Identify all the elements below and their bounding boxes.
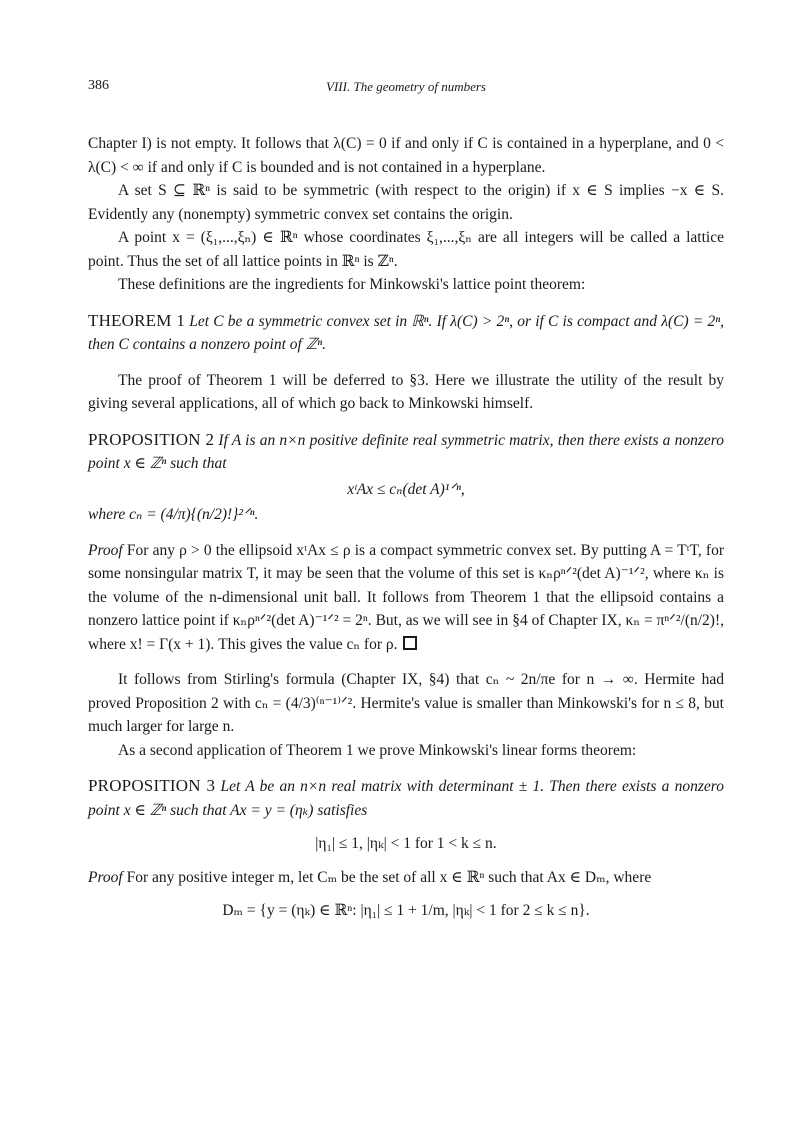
proposition-2-inequality: xᵗAx ≤ cₙ(det A)¹ᐟⁿ, bbox=[347, 480, 465, 498]
body-text bbox=[88, 132, 724, 925]
proposition-2-statement: If A is an n×n positive definite real symmetric matrix, then there exists a nonzero point x ∈ ℤⁿ such that bbox=[88, 431, 725, 472]
proposition-2-where: where cₙ = (4/π){(n/2)!}²ᐟⁿ. bbox=[88, 506, 259, 523]
proposition-3 bbox=[88, 774, 724, 822]
theorem-1-statement: Let C be a symmetric convex set in ℝⁿ. If λ(C) > 2ⁿ, or if C is compact and λ(C) = 2ⁿ, then C contains a nonzero point of ℤⁿ. bbox=[88, 312, 724, 353]
proposition-2-label: PROPOSITION 2 bbox=[88, 429, 215, 449]
paragraph-symmetric: A set S ⊆ ℝⁿ is said to be symmetric (with respect to the origin) if x ∈ S implies −x ∈ S. Evidently any (nonempty) symmetric convex set contains the origin. bbox=[88, 182, 724, 223]
proof-3-text: For any positive integer m, let Cₘ be the set of all x ∈ ℝⁿ such that Ax ∈ Dₘ, where bbox=[126, 868, 652, 886]
paragraph-proof-deferred: The proof of Theorem 1 will be deferred to §3. Here we illustrate the utility of the result by giving several applications, all of which go back to Minkowski himself. bbox=[88, 371, 724, 412]
paragraph-lattice-point: A point x = (ξ₁,...,ξₙ) ∈ ℝⁿ whose coordinates ξ₁,...,ξₙ are all integers will be called a lattice point. Thus the set of all lattice points in ℝⁿ is ℤⁿ. bbox=[88, 229, 724, 270]
proof-2-text: For any ρ > 0 the ellipsoid xᵗAx ≤ ρ is a compact symmetric convex set. By putting A = TᵗT, for some nonsingular matrix T, it may be seen that the volume of this set is κₙρⁿᐟ²(det A)⁻¹ᐟ², where κₙ is the volume of the n-dimensional unit ball. It follows from Theorem 1 that the ellipsoid contains a nonzero lattice point if κₙρⁿᐟ²(det A)⁻¹ᐟ² = 2ⁿ. But, as we will see in §4 of Chapter IX, κₙ = πⁿᐟ²/(n/2)!, where x! = Γ(x + 1). This gives the value cₙ for ρ. bbox=[88, 541, 724, 653]
theorem-1 bbox=[88, 309, 724, 357]
proof-2 bbox=[88, 539, 724, 657]
proof-2-label: Proof bbox=[88, 541, 123, 559]
running-head: VIII. The geometry of numbers bbox=[326, 79, 486, 94]
proposition-3-statement: Let A be an n×n real matrix with determinant ± 1. Then there exists a nonzero point x ∈ ℤⁿ such that Ax = y = (ηₖ) satisfies bbox=[88, 778, 725, 819]
proof-3-set-definition: Dₘ = {y = (ηₖ) ∈ ℝⁿ: |η₁| ≤ 1 + 1/m, |ηₖ| < 1 for 2 ≤ k ≤ n}. bbox=[222, 902, 590, 919]
theorem-1-label: THEOREM 1 bbox=[88, 310, 186, 330]
proposition-3-inequality: |η₁| ≤ 1, |ηₖ| < 1 for 1 < k ≤ n. bbox=[315, 835, 497, 852]
paragraph-second-application: As a second application of Theorem 1 we prove Minkowski's linear forms theorem: bbox=[118, 741, 637, 759]
page-number: 386 bbox=[88, 78, 109, 93]
qed-square-icon bbox=[403, 636, 417, 650]
paragraph-1: Chapter I) is not empty. It follows that λ(C) = 0 if and only if C is contained in a hyperplane, and 0 < λ(C) < ∞ if and only if C is bounded and is not contained in a hyperplane. bbox=[88, 135, 724, 176]
paragraph-stirling: It follows from Stirling's formula (Chapter IX, §4) that cₙ ~ 2n/πe for n → ∞. Hermite had proved Proposition 2 with cₙ = (4/3)⁽ⁿ⁻¹⁾ᐟ². Hermite's value is smaller than Minkowski's for n ≤ 8, but much larger for large n. bbox=[88, 671, 724, 735]
page-header bbox=[88, 78, 724, 98]
paragraph-definitions: These definitions are the ingredients for Minkowski's lattice point theorem: bbox=[118, 276, 586, 293]
proposition-3-label: PROPOSITION 3 bbox=[88, 776, 216, 795]
proof-3 bbox=[88, 866, 724, 890]
proof-3-label: Proof bbox=[88, 868, 123, 886]
proposition-2 bbox=[88, 428, 724, 476]
